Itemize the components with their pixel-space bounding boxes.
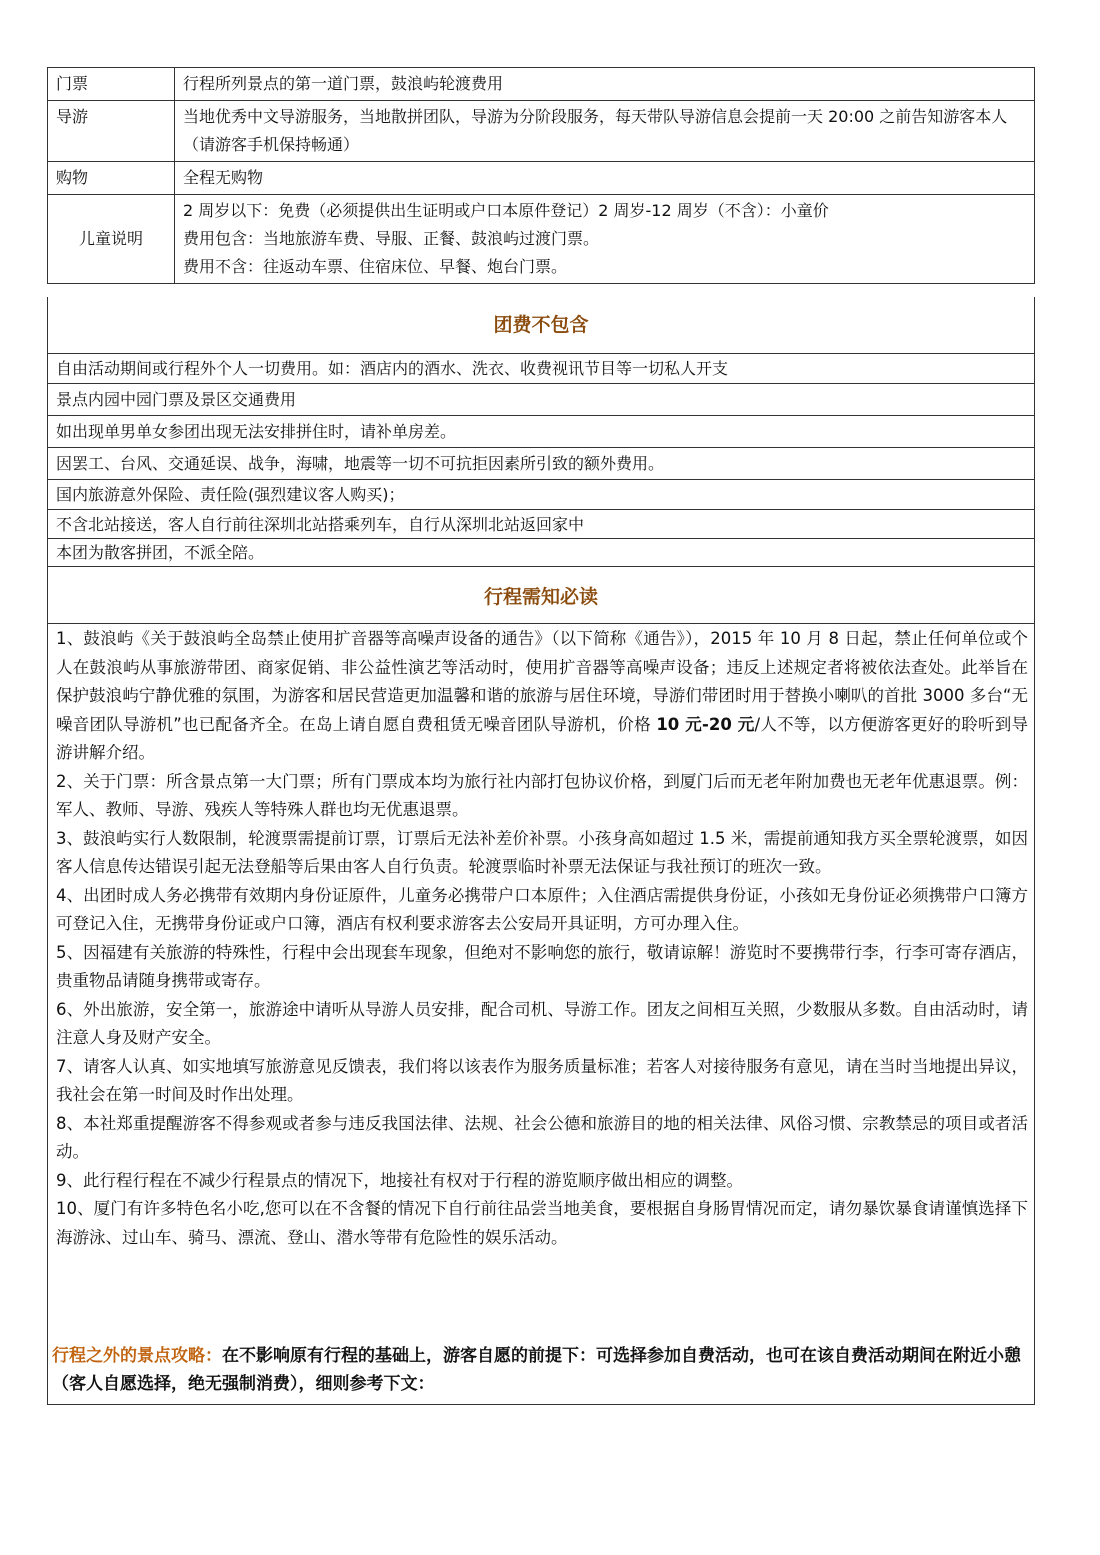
notice-item: 8、本社郑重提醒游客不得参观或者参与违反我国法律、法规、社会公德和旅游目的地的相关法律、风俗习惯、宗教禁忌的项目或者活动。 bbox=[56, 1113, 1028, 1161]
row-label: 门票 bbox=[48, 68, 175, 101]
row-label: 儿童说明 bbox=[48, 195, 175, 284]
price-range: 10 元-20 元 bbox=[656, 714, 755, 734]
fees-included-table bbox=[47, 67, 1035, 284]
child-line: 费用包含：当地旅游车费、导服、正餐、鼓浪屿过渡门票。 bbox=[183, 229, 600, 248]
table-row bbox=[48, 68, 1035, 101]
notice-item: 10、厦门有许多特色名小吃,您可以在不含餐的情况下自行前往品尝当地美食，要根据自身肠胃情况而定，请勿暴饮暴食请谨慎选择下海游泳、过山车、骑马、漂流、登山、潜水等带有危险性的娱乐活动。 bbox=[56, 1199, 1028, 1247]
extra-heading: 行程之外的景点攻略： bbox=[52, 1346, 222, 1366]
row-value: 全程无购物 bbox=[175, 162, 1035, 195]
notice-item: 3、鼓浪屿实行人数限制，轮渡票需提前订票，订票后无法补差价补票。小孩身高如超过 1.5 米，需提前通知我方买全票轮渡票，如因客人信息传达错误引起无法登船等后果由客人自行负责。轮渡票临时补票无法保证与我社预订的班次一致。 bbox=[56, 828, 1028, 876]
notice-title: 行程需知必读 bbox=[48, 567, 1034, 624]
table-row bbox=[48, 162, 1035, 195]
notice-item-text: /人不等，以方便游客更好的聆听到导游讲解介绍。 bbox=[56, 714, 1029, 762]
row-value: 当地优秀中文导游服务，当地散拼团队，导游为分阶段服务，每天带队导游信息会提前一天 20:00 之前告知游客本人（请游客手机保持畅通） bbox=[175, 101, 1035, 162]
row-value: 行程所列景点的第一道门票，鼓浪屿轮渡费用 bbox=[175, 68, 1035, 101]
notice-item: 4、出团时成人务必携带有效期内身份证原件，儿童务必携带户口本原件；入住酒店需提供身份证，小孩如无身份证必须携带户口簿方可登记入住，无携带身份证或户口簿，酒店有权利要求游客去公安局开具证明，方可办理入住。 bbox=[56, 885, 1028, 933]
notice-item: 7、请客人认真、如实地填写旅游意见反馈表，我们将以该表作为服务质量标准；若客人对接待服务有意见，请在当时当地提出异议，我社会在第一时间及时作出处理。 bbox=[56, 1056, 1028, 1104]
list-item: 因罢工、台风、交通延误、战争，海啸，地震等一切不可抗拒因素所引致的额外费用。 bbox=[47, 448, 1035, 480]
extra-attractions bbox=[48, 1342, 1034, 1398]
notice-item: 5、因福建有关旅游的特殊性，行程中会出现套车现象，但绝对不影响您的旅行，敬请谅解！游览时不要携带行李，行李可寄存酒店，贵重物品请随身携带或寄存。 bbox=[56, 942, 1028, 990]
notice-section bbox=[47, 567, 1035, 1405]
fees-excluded-title: 团费不包含 bbox=[47, 297, 1035, 354]
row-value bbox=[175, 195, 1035, 284]
notice-item: 6、外出旅游，安全第一，旅游途中请听从导游人员安排，配合司机、导游工作。团友之间相互关照，少数服从多数。自由活动时，请注意人身及财产安全。 bbox=[56, 999, 1028, 1047]
notice-item: 2、关于门票：所含景点第一大门票；所有门票成本均为旅行社内部打包协议价格，到厦门后而无老年附加费也无老年优惠退票。例：军人、教师、导游、残疾人等特殊人群也均无优惠退票。 bbox=[56, 771, 1028, 819]
notice-item: 9、此行程行程在不减少行程景点的情况下，地接社有权对于行程的游览顺序做出相应的调整。 bbox=[56, 1170, 743, 1190]
notice-list bbox=[48, 624, 1034, 1252]
list-item: 国内旅游意外保险、责任险(强烈建议客人购买)； bbox=[47, 480, 1035, 510]
extra-text: 在不影响原有行程的基础上，游客自愿的前提下：可选择参加自费活动，也可在该自费活动期间在附近小憩（客人自愿选择，绝无强制消费），细则参考下文： bbox=[52, 1346, 1021, 1394]
child-line: 费用不含：往返动车票、住宿床位、早餐、炮台门票。 bbox=[183, 257, 568, 276]
notice-item-text: 1、鼓浪屿《关于鼓浪屿全岛禁止使用扩音器等高噪声设备的通告》（以下简称《通告》），2015 年 10 月 8 日起，禁止任何单位或个人在鼓浪屿从事旅游带团、商家促销、非公益性演艺等活动时，使用扩音器等高噪声设备；违反上述规定者将被依法查处。此举旨在保护鼓浪屿宁静优雅的氛围，为游客和居民营造更加温馨和谐的旅游与居住环境，导游们带团时用于替换小喇叭的首批 3000 多台“无噪音团队导游机”也已配备齐全。在岛上请自愿自费租赁无噪音团队导游机，价格 bbox=[56, 629, 1028, 734]
list-item: 景点内园中园门票及景区交通费用 bbox=[47, 384, 1035, 416]
list-item: 不含北站接送，客人自行前往深圳北站搭乘列车，自行从深圳北站返回家中 bbox=[47, 510, 1035, 539]
notice-item bbox=[56, 625, 1028, 768]
row-label: 购物 bbox=[48, 162, 175, 195]
table-row bbox=[48, 195, 1035, 284]
list-item: 如出现单男单女参团出现无法安排拼住时，请补单房差。 bbox=[47, 416, 1035, 448]
row-label: 导游 bbox=[48, 101, 175, 162]
list-item: 本团为散客拼团，不派全陪。 bbox=[47, 539, 1035, 567]
table-row bbox=[48, 101, 1035, 162]
child-line: 2 周岁以下：免费（必须提供出生证明或户口本原件登记）2 周岁-12 周岁（不含）：小童价 bbox=[183, 201, 829, 220]
list-item: 自由活动期间或行程外个人一切费用。如：酒店内的酒水、洗衣、收费视讯节目等一切私人开支 bbox=[47, 354, 1035, 384]
